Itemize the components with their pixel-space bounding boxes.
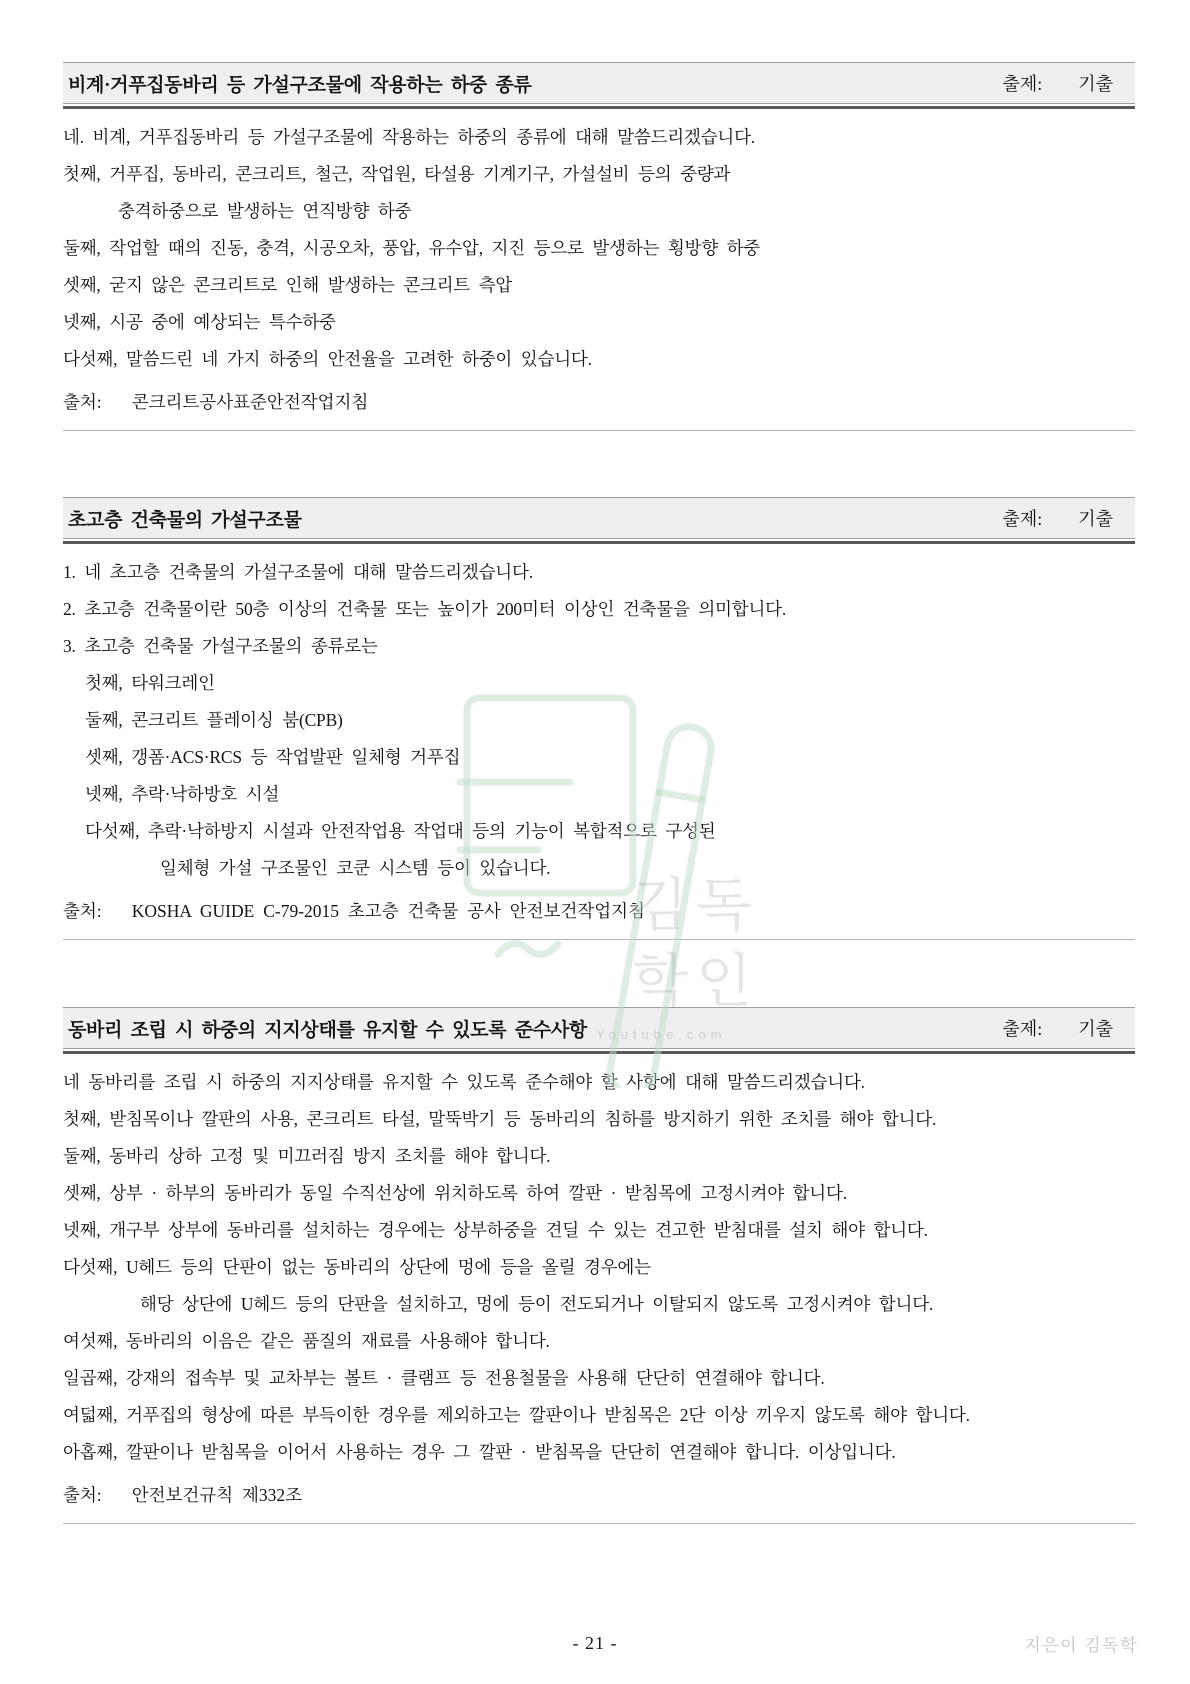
watermark-text-line2: 학인 [632,949,761,1014]
source-value: KOSHA GUIDE C-79-2015 초고층 건축물 공사 안전보건작업지침 [131,901,645,921]
body-line: 둘째, 작업할 때의 진동, 충격, 시공오차, 풍압, 유수압, 지진 등으로 발생하는 횡방향 하중 [63,238,761,258]
body-line: 둘째, 동바리 상하 고정 및 미끄러짐 방지 조치를 해야 합니다. [63,1146,551,1166]
body-line: 셋째, 갱폼·ACS·RCS 등 작업발판 일체형 거푸집 [85,747,461,767]
body-line: 일곱째, 강재의 접속부 및 교차부는 볼트 · 클램프 등 전용철물을 사용해 단단히 연결해야 합니다. [63,1368,825,1388]
exam-tag-value: 기출 [1078,1019,1113,1039]
section-title: 비계·거푸집동바리 등 가설구조물에 작용하는 하중 종류 [68,74,532,96]
source-line [63,1477,1135,1514]
source-label: 출처: [63,392,102,412]
body-line: 네. 비계, 거푸집동바리 등 가설구조물에 작용하는 하중의 종류에 대해 말씀드리겠습니다. [63,127,755,147]
section-body [63,544,1135,930]
watermark-text-line1: 김독 [632,873,761,938]
source-value: 안전보건규칙 제332조 [131,1485,303,1505]
section-header [63,62,1135,104]
exam-tag-value: 기출 [1078,74,1113,94]
section-title: 동바리 조립 시 하중의 지지상태를 유지할 수 있도록 준수사항 [68,1019,587,1041]
source-line [63,384,1135,421]
body-line: 다섯째, U헤드 등의 단판이 없는 동바리의 상단에 멍에 등을 올릴 경우에는 [63,1257,651,1277]
source-label: 출처: [63,1485,102,1505]
section-body [63,1054,1135,1514]
body-line: 첫째, 거푸집, 동바리, 콘크리트, 철근, 작업원, 타설용 기계기구, 가설설비 등의 중량과 [63,164,731,184]
exam-tag-label: 출제: [1002,509,1043,529]
section-load-types [63,62,1135,431]
body-line: 일체형 가설 구조물인 코쿤 시스템 등이 있습니다. [160,858,551,878]
body-line: 아홉째, 깔판이나 받침목을 이어서 사용하는 경우 그 깔판 · 받침목을 단단히 연결해야 합니다. 이상입니다. [63,1442,896,1462]
section-shore-assembly-rules [63,1007,1135,1524]
section-title: 초고층 건축물의 가설구조물 [68,509,302,531]
source-line [63,893,1135,930]
body-line: 여덟째, 거푸집의 형상에 따른 부득이한 경우를 제외하고는 깔판이나 받침목은 2단 이상 끼우지 않도록 해야 합니다. [63,1405,970,1425]
section-divider [63,430,1135,431]
source-label: 출처: [63,901,102,921]
watermark-url: Youtube.com [596,1027,727,1042]
page-number: - 21 - [572,1633,618,1653]
body-line: 첫째, 타워크레인 [85,673,215,693]
section-highrise-temporary-structures [63,497,1135,940]
body-line: 넷째, 추락·낙하방호 시설 [85,784,280,804]
section-divider [63,1523,1135,1524]
body-line: 여섯째, 동바리의 이음은 같은 품질의 재료를 사용해야 합니다. [63,1331,550,1351]
body-line: 충격하중으로 발생하는 연직방향 하중 [118,201,412,221]
section-header [63,1007,1135,1049]
body-line: 2. 초고층 건축물이란 50층 이상의 건축물 또는 높이가 200미터 이상인 건축물을 의미합니다. [63,599,787,619]
body-line: 네 동바리를 조립 시 하중의 지지상태를 유지할 수 있도록 준수해야 할 사항에 대해 말씀드리겠습니다. [63,1072,865,1092]
body-line: 해당 상단에 U헤드 등의 단판을 설치하고, 멍에 등이 전도되거나 이탈되지 않도록 고정시켜야 합니다. [140,1294,934,1314]
exam-tag-label: 출제: [1002,74,1043,94]
exam-tag-label: 출제: [1002,1019,1043,1039]
body-line: 넷째, 개구부 상부에 동바리를 설치하는 경우에는 상부하중을 견딜 수 있는 견고한 받침대를 설치 해야 합니다. [63,1220,928,1240]
body-line: 셋째, 상부 · 하부의 동바리가 동일 수직선상에 위치하도록 하여 깔판 · 받침목에 고정시켜야 합니다. [63,1183,847,1203]
section-body [63,109,1135,421]
body-line: 다섯째, 말씀드린 네 가지 하중의 안전율을 고려한 하중이 있습니다. [63,349,592,369]
body-line: 3. 초고층 건축물 가설구조물의 종류로는 [63,636,378,656]
section-header [63,497,1135,539]
body-line: 넷째, 시공 중에 예상되는 특수하중 [63,312,336,332]
body-line: 첫째, 받침목이나 깔판의 사용, 콘크리트 타설, 말뚝박기 등 동바리의 침하를 방지하기 위한 조치를 해야 합니다. [63,1109,937,1129]
exam-tag-value: 기출 [1078,509,1113,529]
body-line: 둘째, 콘크리트 플레이싱 붐(CPB) [85,710,343,730]
source-value: 콘크리트공사표준안전작업지침 [131,392,369,412]
section-divider [63,939,1135,940]
body-line: 다섯째, 추락·낙하방지 시설과 안전작업용 작업대 등의 기능이 복합적으로 구성된 [85,821,716,841]
author-credit: 지은이 김독학 [1024,1636,1138,1655]
body-line: 셋째, 굳지 않은 콘크리트로 인해 발생하는 콘크리트 측압 [63,275,513,295]
body-line: 1. 네 초고층 건축물의 가설구조물에 대해 말씀드리겠습니다. [63,562,533,582]
